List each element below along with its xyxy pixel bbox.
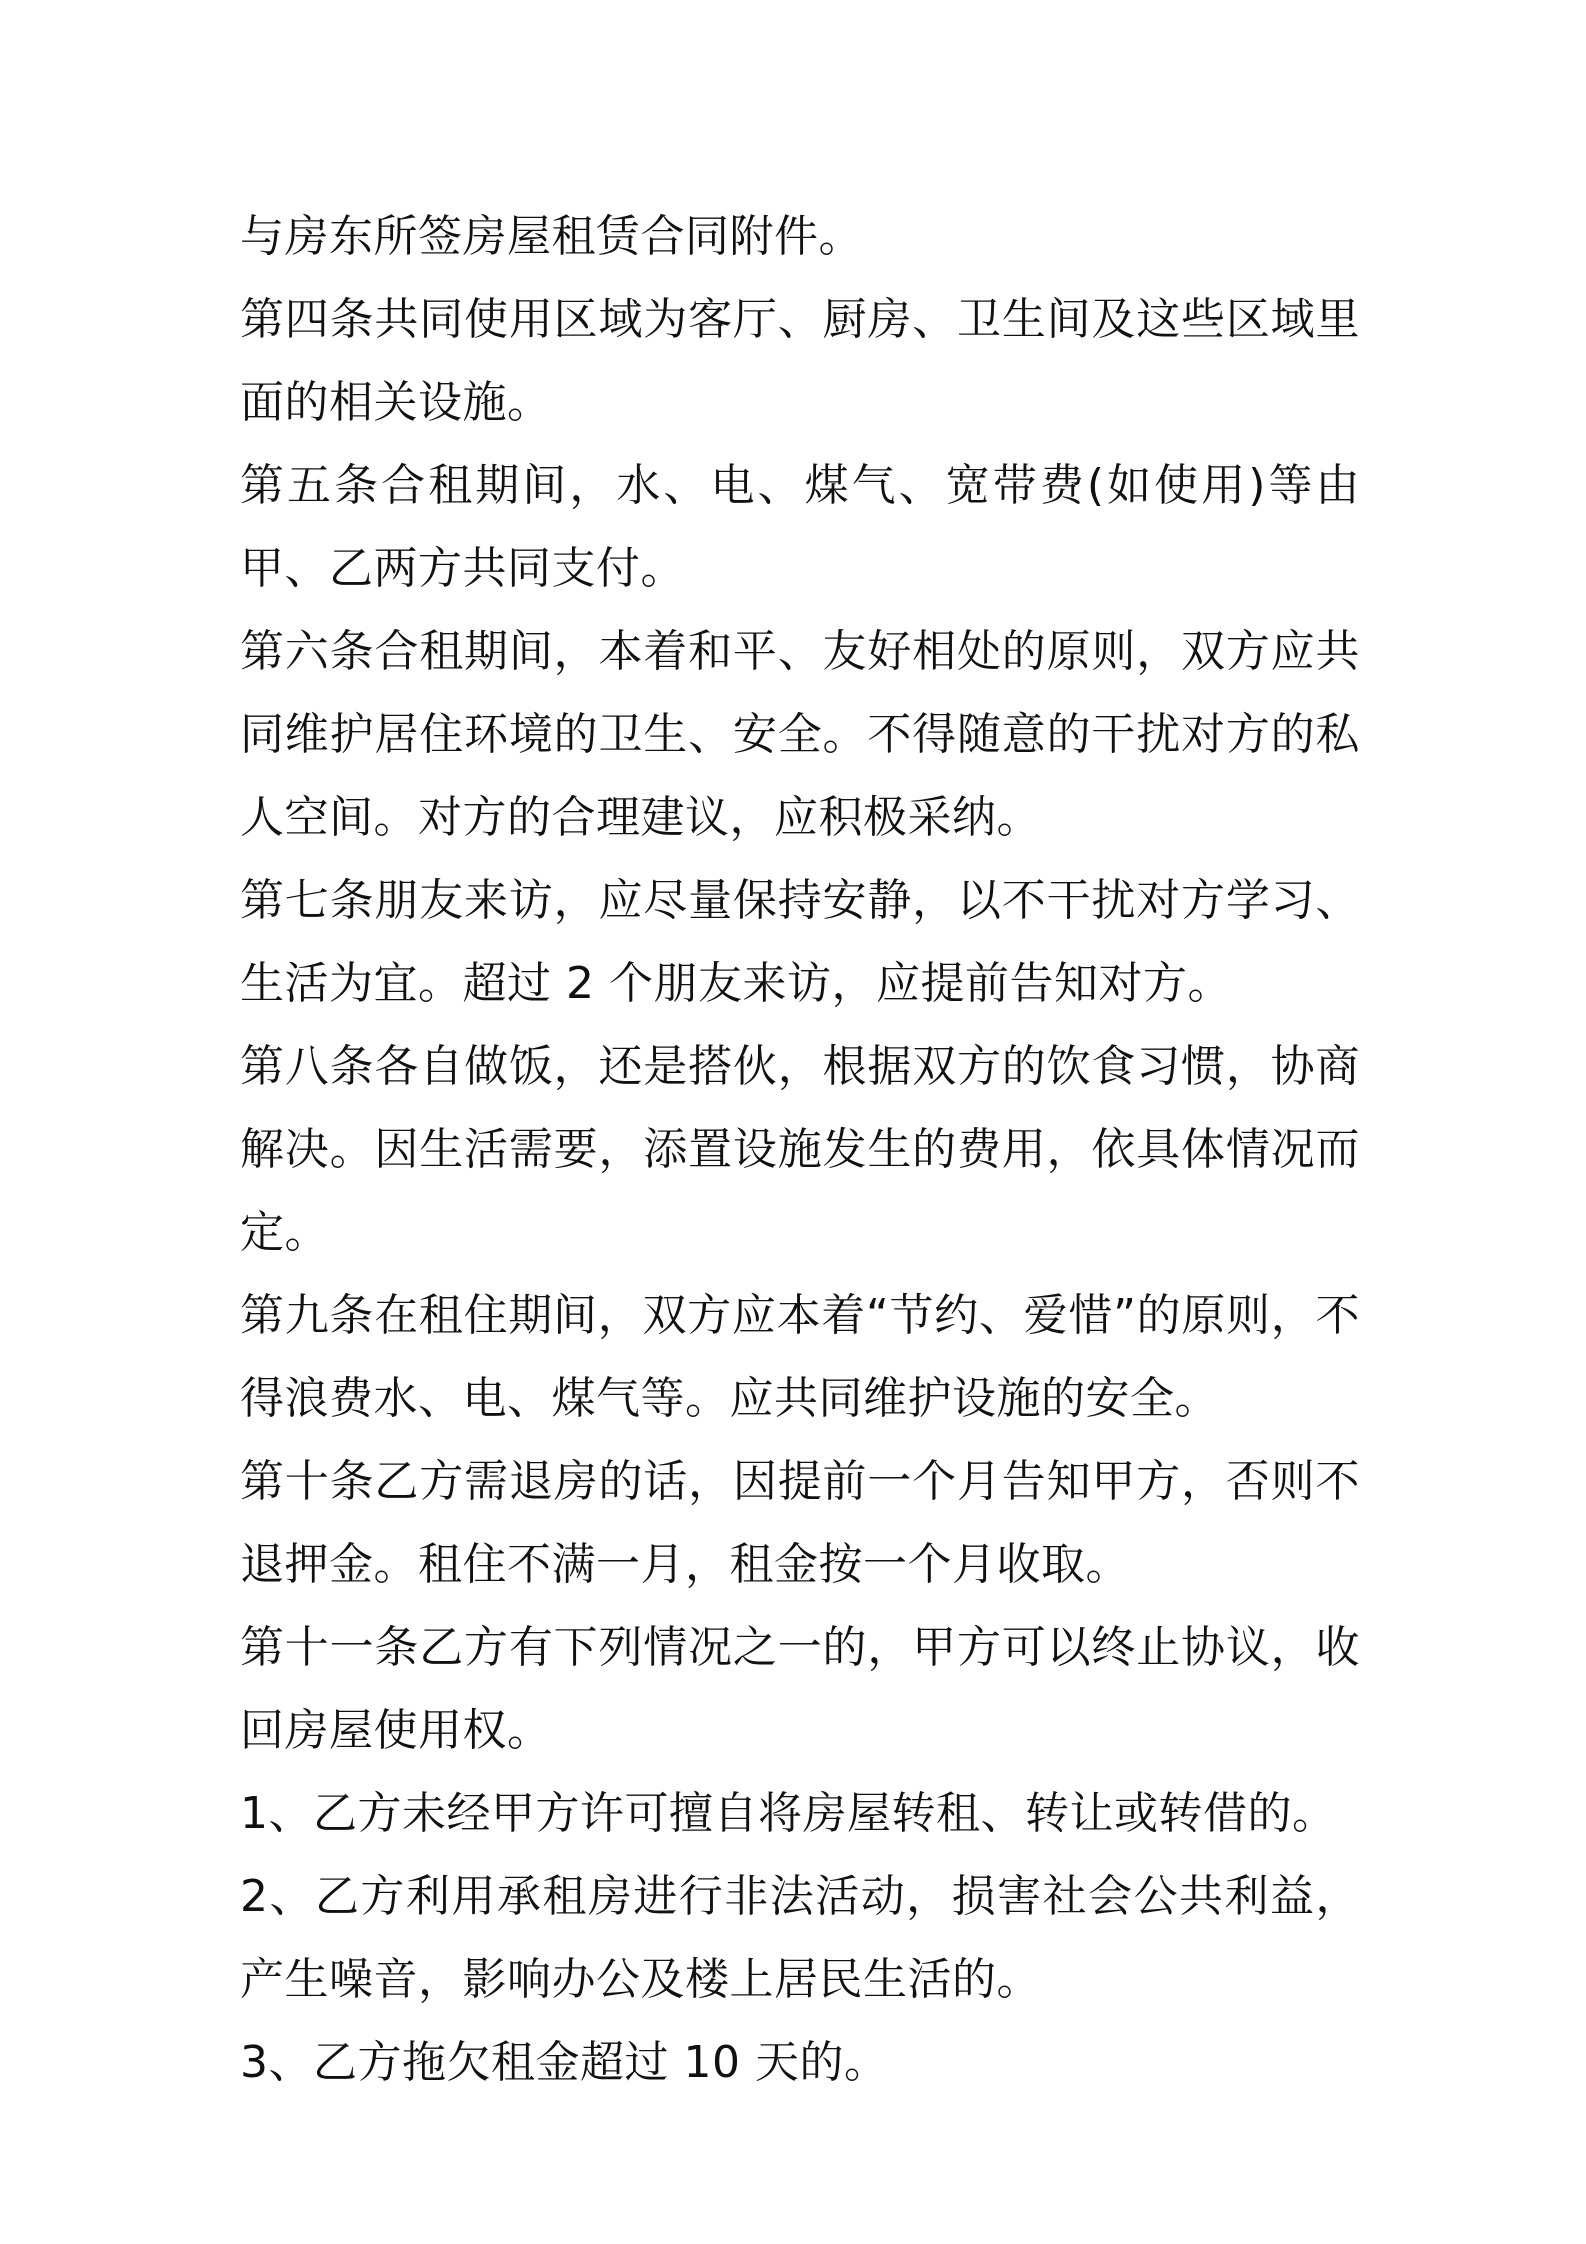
document-body — [240, 195, 1360, 2104]
paragraph-attachment: 与房东所签房屋租赁合同附件。 — [240, 211, 863, 262]
paragraph-article-5: 第五条合租期间，水、电、煤气、宽带费(如使用)等由甲、乙两方共同支付。 — [240, 460, 1360, 594]
paragraph-article-7: 第七条朋友来访，应尽量保持安静，以不干扰对方学习、生活为宜。超过 2 个朋友来访，应提前告知对方。 — [240, 875, 1360, 1009]
paragraph-article-10: 第十条乙方需退房的话，因提前一个月告知甲方，否则不退押金。租住不满一月，租金按一个月收取。 — [240, 1456, 1360, 1590]
paragraph-article-9: 第九条在租住期间，双方应本着“节约、爱惜”的原则，不得浪费水、电、煤气等。应共同维护设施的安全。 — [240, 1290, 1360, 1424]
paragraph-article-8: 第八条各自做饭，还是搭伙，根据双方的饮食习惯，协商解决。因生活需要，添置设施发生的费用，依具体情况而定。 — [240, 1041, 1360, 1258]
paragraph-article-4: 第四条共同使用区域为客厅、厨房、卫生间及这些区域里面的相关设施。 — [240, 294, 1360, 428]
list-item-1: 1、乙方未经甲方许可擅自将房屋转租、转让或转借的。 — [240, 1788, 1337, 1839]
list-item-3: 3、乙方拖欠租金超过 10 天的。 — [240, 2037, 889, 2088]
paragraph-article-6: 第六条合租期间，本着和平、友好相处的原则，双方应共同维护居住环境的卫生、安全。不得随意的干扰对方的私人空间。对方的合理建议，应积极采纳。 — [240, 626, 1360, 843]
paragraph-article-11: 第十一条乙方有下列情况之一的，甲方可以终止协议，收回房屋使用权。 — [240, 1622, 1360, 1756]
list-item-2: 2、乙方利用承租房进行非法活动，损害社会公共利益，产生噪音，影响办公及楼上居民生活的。 — [240, 1871, 1360, 2005]
